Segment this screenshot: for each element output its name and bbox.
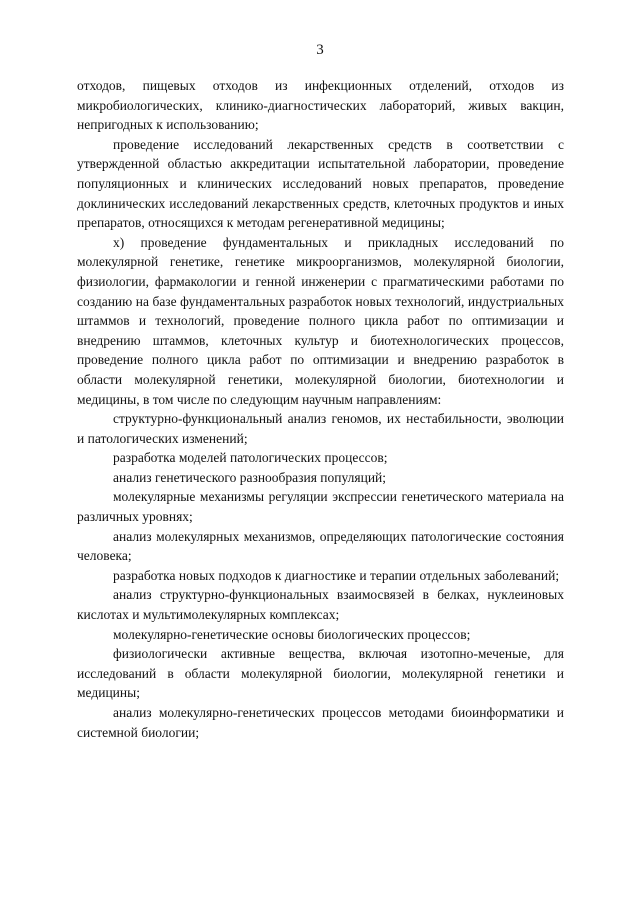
list-item: анализ генетического разнообразия популяций; bbox=[113, 469, 387, 485]
list-item: молекулярно-генетические основы биологических процессов; bbox=[113, 626, 471, 642]
list-item: анализ молекулярных механизмов, определяющих патологические состояния человека; bbox=[77, 528, 564, 564]
paragraph: проведение исследований лекарственных средств в соответствии с утвержденной областью аккредитации испытательной лаборатории, проведение популяционных и клинических исследований новых препаратов, проведение доклинических исследований лекарственных средств, клеточных продуктов и иных препаратов, относящихся к методам регенеративной медицины; bbox=[77, 136, 564, 231]
document-body bbox=[77, 76, 564, 742]
list-item: анализ молекулярно-генетических процессов методами биоинформатики и системной биологии; bbox=[77, 705, 564, 740]
list-item: анализ структурно-функциональных взаимосвязей в белках, нуклеиновых кислотах и мультимолекулярных комплексах; bbox=[77, 587, 564, 623]
list-item: молекулярные механизмы регуляции экспрессии генетического материала на различных уровнях; bbox=[77, 489, 564, 525]
paragraph: х) проведение фундаментальных и прикладных исследований по молекулярной генетике, генетике микроорганизмов, молекулярной биологии, физиологии, фармакологии и генной инженерии с прагматическими работами по созданию на базе фундаментальных разработок новых технологий, индустриальных штаммов и технологий, проведение полного цикла работ по оптимизации и внедрению штаммов, клеточных культур и биотехнологических процессов, проведение полного цикла работ по оптимизации и внедрению разработок в области молекулярной генетики, молекулярной биологии, биотехнологии и медицины, в том числе по следующим научным направлениям: bbox=[77, 234, 564, 407]
list-item: разработка моделей патологических процессов; bbox=[113, 450, 388, 466]
list-item: разработка новых подходов к диагностике и терапии отдельных заболеваний; bbox=[113, 567, 560, 583]
list-item: физиологически активные вещества, включая изотопно-меченые, для исследований в области молекулярной биологии, молекулярной генетики и медицины; bbox=[77, 646, 564, 701]
paragraph: отходов, пищевых отходов из инфекционных отделений, отходов из микробиологических, клинико-диагностических лабораторий, живых вакцин, непригодных к использованию; bbox=[77, 78, 564, 133]
list-item: структурно-функциональный анализ геномов, их нестабильности, эволюции и патологических изменений; bbox=[77, 411, 564, 446]
page-number: 3 bbox=[316, 42, 324, 58]
